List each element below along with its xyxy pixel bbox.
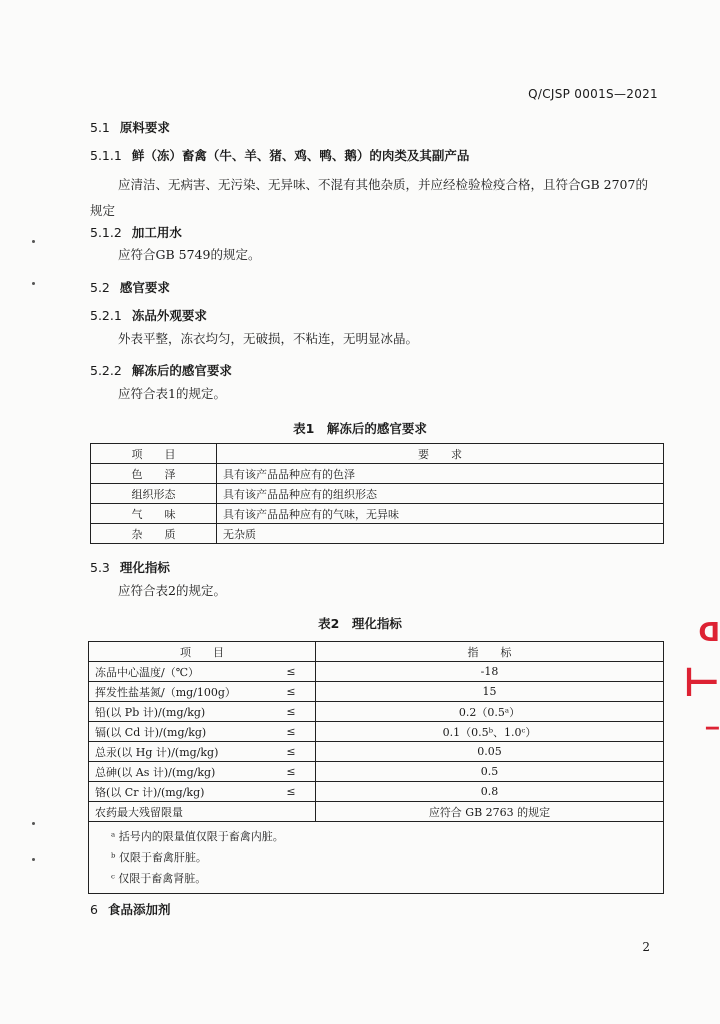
page-number: 2 [642,940,650,954]
section-number: 5.3 [90,560,110,575]
item-cell: 铬(以 Cr 计)/(mg/kg) [89,782,268,802]
section-title: 加工用水 [131,225,182,240]
operator-cell: ≤ [267,762,316,782]
section-title: 冻品外观要求 [131,308,207,323]
paragraph-raw-material: 应清洁、无病害、无污染、无异味、不混有其他杂质，并应经检验检疫合格，且符合GB 2707的规定 [90,177,648,218]
table-header-row [89,642,664,662]
value-cell: 15 [316,682,664,702]
table-row [91,484,664,504]
value-cell: 应符合 GB 2763 的规定 [316,802,664,822]
table-row [89,802,664,822]
operator-cell: ≤ [267,702,316,722]
operator-cell: ≤ [267,722,316,742]
scan-dot-icon [32,858,35,861]
table-row [89,742,664,762]
requirement-cell: 具有该产品品种应有的气味，无异味 [217,504,664,524]
section-title: 理化指标 [119,560,170,575]
header-cell: 要 求 [217,444,664,464]
heading-5-1 [90,118,170,136]
value-cell: 0.05 [316,742,664,762]
item-cell: 气 味 [91,504,217,524]
physchem-table [88,641,664,894]
section-number: 5.1.1 [90,148,122,163]
table-row [89,662,664,682]
heading-5-3 [90,558,170,576]
item-cell: 总汞(以 Hg 计)/(mg/kg) [89,742,268,762]
section-number: 5.1 [90,120,110,135]
table-row [89,682,664,702]
section-title: 食品添加剂 [107,902,171,917]
scan-dot-icon [32,282,35,285]
item-cell: 镉(以 Cd 计)/(mg/kg) [89,722,268,742]
paragraph-physchem: 应符合表2的规定。 [118,583,226,598]
requirement-cell: 具有该产品品种应有的色泽 [217,464,664,484]
heading-5-2-2 [90,361,232,379]
table-notes-row [89,822,664,894]
paragraph-appearance: 外表平整，冻衣均匀，无破损，不粘连，无明显冰晶。 [118,331,419,346]
stamp-fragment-icon: ⊢ [683,660,720,706]
heading-5-1-2 [90,223,182,241]
section-title: 原料要求 [119,120,170,135]
paragraph-water: 应符合GB 5749的规定。 [118,247,261,262]
operator-cell: ≤ [267,682,316,702]
section-number: 5.2.1 [90,308,122,323]
table-row [89,782,664,802]
value-cell: 0.8 [316,782,664,802]
section-number: 5.2 [90,280,110,295]
section-title: 解冻后的感官要求 [131,363,232,378]
requirement-cell: 无杂质 [217,524,664,544]
item-cell: 冻品中心温度/（℃） [89,662,268,682]
sensory-table [90,443,664,544]
operator-cell: ≤ [267,782,316,802]
section-title: 感官要求 [119,280,170,295]
header-cell: 指 标 [316,642,664,662]
heading-5-2 [90,278,170,296]
table1-caption: 表1 解冻后的感官要求 [293,421,427,436]
item-cell: 总砷(以 As 计)/(mg/kg) [89,762,268,782]
table-row [89,722,664,742]
heading-5-1-1 [90,146,469,164]
item-cell: 色 泽 [91,464,217,484]
table-row [89,702,664,722]
document-number: Q/CJSP 0001S—2021 [528,87,658,101]
value-cell: 0.1（0.5ᵇ、1.0ᶜ） [316,722,664,742]
requirement-cell: 具有该产品品种应有的组织形态 [217,484,664,504]
header-cell: 项 目 [91,444,217,464]
section-title: 鲜（冻）畜禽（牛、羊、猪、鸡、鸭、鹅）的肉类及其副产品 [131,148,470,163]
value-cell: 0.5 [316,762,664,782]
table-row [91,524,664,544]
item-cell: 铅(以 Pb 计)/(mg/kg) [89,702,268,722]
stamp-fragment-icon: ᗡ [698,618,720,648]
table-row [89,762,664,782]
item-cell: 挥发性盐基氮/（mg/100g） [89,682,268,702]
item-cell: 农药最大残留限量 [89,802,268,822]
item-cell: 杂 质 [91,524,217,544]
scan-dot-icon [32,822,35,825]
table-header-row [91,444,664,464]
item-cell: 组织形态 [91,484,217,504]
heading-5-2-1 [90,306,207,324]
stamp-fragment-icon: ‒ [704,715,720,740]
operator-cell: ≤ [267,742,316,762]
table-notes [89,822,664,894]
footnote-a: ᵃ 括号内的限量值仅限于畜禽内脏。 [111,830,284,843]
header-cell: 项 目 [89,642,316,662]
operator-cell: ≤ [267,662,316,682]
table-row [91,504,664,524]
operator-cell [267,802,316,822]
value-cell: -18 [316,662,664,682]
paragraph-sensory: 应符合表1的规定。 [118,386,226,401]
scan-dot-icon [32,240,35,243]
section-number: 5.2.2 [90,363,122,378]
table2-caption: 表2 理化指标 [318,616,402,631]
footnote-b: ᵇ 仅限于畜禽肝脏。 [111,851,207,864]
value-cell: 0.2（0.5ᵃ） [316,702,664,722]
section-number: 6 [90,902,98,917]
table-row [91,464,664,484]
section-number: 5.1.2 [90,225,122,240]
footnote-c: ᶜ 仅限于畜禽肾脏。 [111,872,207,885]
heading-6 [90,900,170,918]
